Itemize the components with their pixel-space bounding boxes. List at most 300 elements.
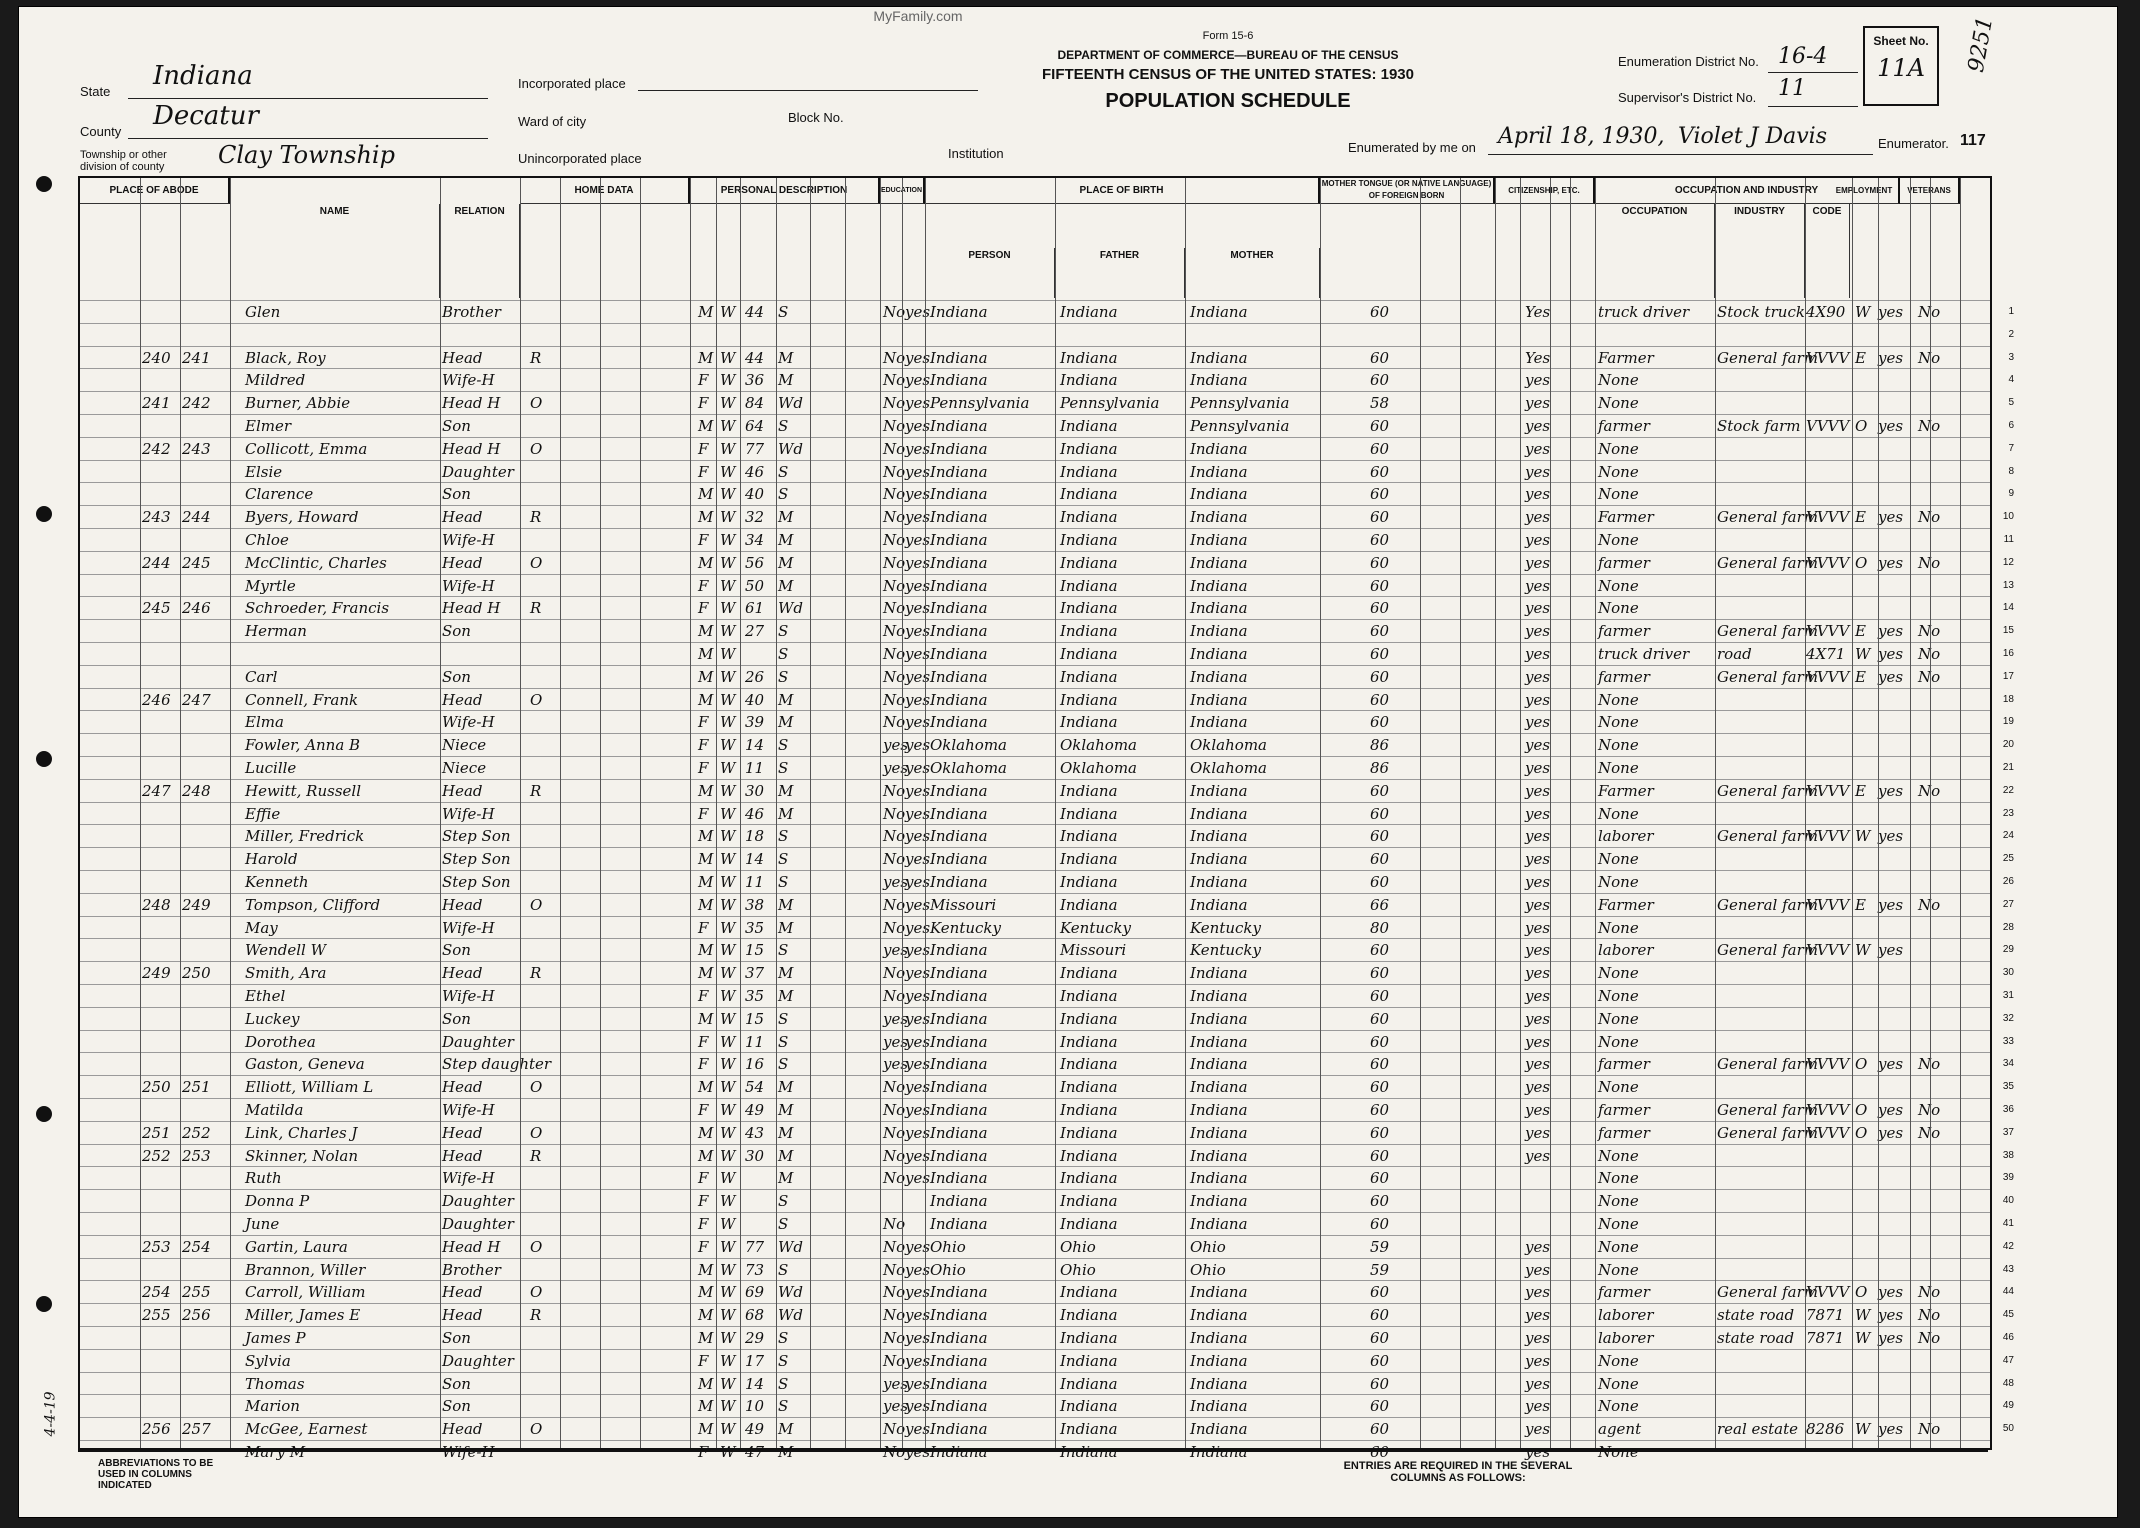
cell-race: W xyxy=(720,759,736,777)
cell-age: 47 xyxy=(745,1443,765,1461)
cell-dw xyxy=(142,666,180,688)
cell-mb: Indiana xyxy=(1190,1443,1248,1461)
column-rule xyxy=(1960,178,1961,1448)
cell-age: 46 xyxy=(745,462,765,481)
cell-code: 86 xyxy=(1370,736,1390,755)
cell-eng: yes xyxy=(1525,1123,1551,1142)
cell-code: 60 xyxy=(1370,827,1390,846)
cell-mb: Indiana xyxy=(1190,553,1248,572)
cell-oc xyxy=(1806,392,1852,414)
cell-race: W xyxy=(720,1123,736,1142)
cell-read: yes xyxy=(905,1055,931,1074)
cell-own xyxy=(530,871,560,893)
cell-fam xyxy=(182,461,227,483)
cell-own: R xyxy=(530,508,542,527)
cell-race: W xyxy=(720,1260,736,1279)
cell-own xyxy=(530,825,560,847)
cell-fam xyxy=(182,1350,227,1372)
cell-read: yes xyxy=(905,417,931,435)
cell-oc: VVVV xyxy=(1806,941,1850,960)
cell-sex: F xyxy=(698,394,709,413)
cell-read: yes xyxy=(905,713,931,732)
cell-age: 49 xyxy=(745,1101,765,1119)
col-relation: RELATION xyxy=(440,204,520,298)
cell-oc xyxy=(1806,1008,1852,1030)
column-rule xyxy=(1595,178,1596,1448)
enumerator-label: Enumerator. xyxy=(1878,136,1949,151)
cell-name: Byers, Howard xyxy=(245,508,359,527)
cell-rel: Brother xyxy=(442,303,501,321)
cell-mb: Indiana xyxy=(1190,1329,1248,1347)
cell-own: R xyxy=(530,348,542,367)
cell-bp: Indiana xyxy=(930,1283,988,1302)
cell-sex: M xyxy=(698,622,714,641)
cell-cls xyxy=(1855,1190,1877,1212)
column-rule xyxy=(776,178,777,1448)
cell-occ: None xyxy=(1598,873,1639,891)
cell-bp: Indiana xyxy=(930,690,988,709)
cell-race: W xyxy=(720,873,736,891)
cell-school: No xyxy=(883,1078,906,1097)
cell-mb: Indiana xyxy=(1190,371,1248,390)
cell-school: yes xyxy=(883,1374,909,1393)
cell-vet xyxy=(1918,392,1958,414)
cell-bp: Indiana xyxy=(930,303,988,321)
cell-code: 60 xyxy=(1370,1374,1390,1393)
column-rule xyxy=(1805,178,1806,1448)
cell-oc xyxy=(1806,461,1852,483)
cell-sex: M xyxy=(698,553,714,572)
punch-hole-icon xyxy=(36,506,52,522)
cell-eng: yes xyxy=(1525,1260,1551,1279)
cell-sex: F xyxy=(698,713,709,732)
table-row xyxy=(80,938,2014,961)
punch-hole-icon xyxy=(36,176,52,192)
line-number: 20 xyxy=(2002,739,2014,751)
cell-vet xyxy=(1918,1350,1958,1372)
cell-oc: VVVV xyxy=(1806,895,1850,914)
cell-mb: Indiana xyxy=(1190,348,1248,367)
cell-age: 36 xyxy=(745,371,765,390)
cell-age: 77 xyxy=(745,1237,765,1256)
cell-mb: Indiana xyxy=(1190,873,1248,891)
cell-bp: Indiana xyxy=(930,1215,988,1233)
cell-dw xyxy=(142,1373,180,1395)
cell-dw xyxy=(142,529,180,551)
cell-mb: Indiana xyxy=(1190,895,1248,914)
cell-vet xyxy=(1918,985,1958,1007)
cell-read: yes xyxy=(905,895,931,914)
cell-fb: Indiana xyxy=(1060,873,1118,891)
cell-bp: Indiana xyxy=(930,371,988,390)
cell-cls xyxy=(1855,575,1877,597)
table-row xyxy=(80,437,2014,460)
cell-race: W xyxy=(720,918,736,937)
cell-read: yes xyxy=(905,371,931,390)
cell-rel: Head H xyxy=(442,394,501,413)
cell-sex: F xyxy=(698,1237,709,1256)
cell-cls xyxy=(1855,1008,1877,1030)
cell-oc: VVVV xyxy=(1806,417,1850,435)
cell-fam xyxy=(182,871,227,893)
table-row xyxy=(80,1075,2014,1098)
cell-age: 69 xyxy=(745,1283,765,1302)
cell-fb: Indiana xyxy=(1060,576,1118,595)
cell-mb: Indiana xyxy=(1190,1169,1248,1188)
cell-name: Tompson, Clifford xyxy=(245,895,381,914)
cell-race: W xyxy=(720,1055,736,1074)
cell-sex: M xyxy=(698,781,714,800)
cell-sex: F xyxy=(698,804,709,823)
table-row xyxy=(80,1098,2014,1121)
cell-cls: O xyxy=(1855,1055,1868,1074)
cell-age: 11 xyxy=(745,759,765,777)
cell-ms: M xyxy=(778,1146,794,1165)
cell-ms: S xyxy=(778,645,789,663)
cell-school: No xyxy=(883,599,906,618)
cell-name: Donna P xyxy=(245,1192,310,1211)
cell-occ: None xyxy=(1598,1374,1639,1393)
cell-eng: yes xyxy=(1525,1397,1551,1416)
cell-dw xyxy=(142,985,180,1007)
cell-sex: M xyxy=(698,1123,714,1142)
cell-eng: yes xyxy=(1525,827,1551,846)
cell-dw: 246 xyxy=(142,690,171,709)
cell-fb: Indiana xyxy=(1060,439,1118,458)
cell-read: yes xyxy=(905,1420,931,1439)
cell-ms: S xyxy=(778,1009,789,1028)
cell-ms: S xyxy=(778,1215,789,1233)
enumerator-name: Violet J Davis xyxy=(1678,124,1827,149)
cell-mb: Indiana xyxy=(1190,1032,1248,1051)
cell-school: yes xyxy=(883,873,909,891)
cell-name: Mary M xyxy=(245,1443,306,1461)
cell-ms: Wd xyxy=(778,439,804,458)
cell-occ: None xyxy=(1598,964,1639,983)
cell-ind: General farm xyxy=(1717,941,1818,960)
line-number: 8 xyxy=(2008,465,2014,477)
line-number: 35 xyxy=(2002,1081,2014,1093)
cell-ms: M xyxy=(778,987,794,1005)
cell-race: W xyxy=(720,485,736,504)
cell-rel: Head xyxy=(442,1123,483,1142)
cell-oc xyxy=(1806,1076,1852,1098)
cell-fam xyxy=(182,1099,227,1121)
cell-fb: Indiana xyxy=(1060,1078,1118,1097)
cell-eng: yes xyxy=(1525,439,1551,458)
cell-emp xyxy=(1878,1259,1908,1281)
cell-bp: Indiana xyxy=(930,1306,988,1325)
cell-bp: Indiana xyxy=(930,873,988,891)
cell-dw: 256 xyxy=(142,1420,171,1439)
cell-race: W xyxy=(720,622,736,641)
cell-age: 35 xyxy=(745,987,765,1005)
cell-cls: W xyxy=(1855,1420,1871,1439)
cell-school: No xyxy=(883,827,906,846)
cell-own xyxy=(530,643,560,665)
cell-bp: Indiana xyxy=(930,599,988,618)
cell-race: W xyxy=(720,1146,736,1165)
cell-age: 29 xyxy=(745,1329,765,1347)
cell-school: No xyxy=(883,804,906,823)
supervisor-district-label: Supervisor's District No. xyxy=(1618,90,1757,105)
cell-cls: O xyxy=(1855,1123,1868,1142)
cell-sex: F xyxy=(698,1192,709,1211)
cell-ms: M xyxy=(778,895,794,914)
cell-age xyxy=(745,1167,775,1189)
cell-emp xyxy=(1878,392,1908,414)
cell-sex: F xyxy=(698,759,709,777)
cell-ind xyxy=(1717,985,1805,1007)
cell-own: O xyxy=(530,1237,543,1256)
cell-cls xyxy=(1855,962,1877,984)
cell-occ: None xyxy=(1598,804,1639,823)
cell-cls: E xyxy=(1855,622,1866,641)
cell-sex: M xyxy=(698,1009,714,1028)
cell-vet: No xyxy=(1918,667,1941,686)
cell-school: No xyxy=(883,713,906,732)
cell-vet xyxy=(1918,1213,1958,1235)
cell-emp: yes xyxy=(1878,1283,1904,1302)
cell-name: Matilda xyxy=(245,1101,304,1119)
cell-ind: General farm xyxy=(1717,1055,1818,1074)
cell-name: Effie xyxy=(245,804,281,823)
cell-own xyxy=(530,803,560,825)
cell-cls xyxy=(1855,871,1877,893)
cell-ms: M xyxy=(778,713,794,732)
watermark: MyFamily.com xyxy=(873,8,963,24)
group-abode: PLACE OF ABODE xyxy=(80,178,230,204)
cell-eng: yes xyxy=(1525,1055,1551,1074)
cell-ind xyxy=(1717,1076,1805,1098)
cell-emp xyxy=(1878,369,1908,391)
line-number: 49 xyxy=(2002,1400,2014,1412)
cell-name: Luckey xyxy=(245,1009,300,1028)
cell-fam xyxy=(182,1213,227,1235)
cell-oc xyxy=(1806,734,1852,756)
cell-mb: Indiana xyxy=(1190,781,1248,800)
line-number: 45 xyxy=(2002,1309,2014,1321)
cell-code: 60 xyxy=(1370,1055,1390,1074)
cell-cls xyxy=(1855,369,1877,391)
cell-emp xyxy=(1878,1008,1908,1030)
cell-sex: M xyxy=(698,1420,714,1439)
cell-bp: Indiana xyxy=(930,1146,988,1165)
cell-age: 11 xyxy=(745,1032,765,1051)
cell-dw xyxy=(142,369,180,391)
cell-cls: E xyxy=(1855,667,1866,686)
cell-fb: Indiana xyxy=(1060,1283,1118,1302)
column-rule xyxy=(1910,178,1911,1448)
cell-school: No xyxy=(883,1215,906,1233)
cell-code: 60 xyxy=(1370,850,1390,869)
cell-cls xyxy=(1855,438,1877,460)
cell-school: No xyxy=(883,371,906,390)
cell-bp: Indiana xyxy=(930,417,988,435)
cell-ind xyxy=(1717,438,1805,460)
cell-read: yes xyxy=(905,1101,931,1119)
line-number: 39 xyxy=(2002,1172,2014,1184)
cell-occ: farmer xyxy=(1598,1101,1650,1119)
cell-read: yes xyxy=(905,348,931,367)
cell-name: Wendell W xyxy=(245,941,326,960)
cell-mb: Pennsylvania xyxy=(1190,394,1290,413)
cell-fb: Indiana xyxy=(1060,804,1118,823)
cell-race: W xyxy=(720,941,736,960)
cell-rel: Head xyxy=(442,895,483,914)
cell-ind: General farm xyxy=(1717,1283,1818,1302)
cell-emp xyxy=(1878,757,1908,779)
cell-vet: No xyxy=(1918,781,1941,800)
cell-race: W xyxy=(720,599,736,618)
cell-name xyxy=(245,643,440,665)
cell-name: Sylvia xyxy=(245,1351,291,1370)
cell-fb: Indiana xyxy=(1060,1169,1118,1188)
cell-race: W xyxy=(720,713,736,732)
cell-read: yes xyxy=(905,1374,931,1393)
cell-eng: yes xyxy=(1525,553,1551,572)
table-row xyxy=(80,596,2014,619)
cell-age: 40 xyxy=(745,690,765,709)
table-row xyxy=(80,1394,2014,1417)
column-rule xyxy=(740,178,741,1448)
cell-eng: yes xyxy=(1525,417,1551,435)
cell-bp: Indiana xyxy=(930,827,988,846)
cell-own xyxy=(530,369,560,391)
supervisor-district-value: 11 xyxy=(1778,76,1806,101)
cell-age: 37 xyxy=(745,964,765,983)
cell-occ: Farmer xyxy=(1598,348,1654,367)
cell-ind xyxy=(1717,734,1805,756)
cell-cls xyxy=(1855,1076,1877,1098)
cell-mb: Indiana xyxy=(1190,850,1248,869)
cell-dw: 247 xyxy=(142,781,171,800)
cell-emp: yes xyxy=(1878,667,1904,686)
cell-school: No xyxy=(883,1329,906,1347)
cell-eng: yes xyxy=(1525,371,1551,390)
cell-fb: Indiana xyxy=(1060,827,1118,846)
cell-ms: M xyxy=(778,1101,794,1119)
line-number: 27 xyxy=(2002,898,2014,910)
cell-occ: agent xyxy=(1598,1420,1642,1439)
cell-ind xyxy=(1717,1145,1805,1167)
cell-sex: F xyxy=(698,1032,709,1051)
cell-ind: state road xyxy=(1717,1329,1795,1347)
cell-bp: Indiana xyxy=(930,1032,988,1051)
cell-sex: F xyxy=(698,1101,709,1119)
state-label: State xyxy=(80,84,111,99)
cell-mb: Ohio xyxy=(1190,1260,1226,1279)
cell-vet xyxy=(1918,917,1958,939)
cell-occ: None xyxy=(1598,1397,1639,1416)
cell-occ: laborer xyxy=(1598,941,1654,960)
margin-note: 4-4-19 xyxy=(42,1391,59,1437)
cell-eng: yes xyxy=(1525,667,1551,686)
cell-fam xyxy=(182,1190,227,1212)
cell-vet xyxy=(1918,1167,1958,1189)
line-number: 6 xyxy=(2008,420,2014,431)
cell-ms: S xyxy=(778,827,789,846)
cell-school: No xyxy=(883,485,906,504)
cell-eng: yes xyxy=(1525,1237,1551,1256)
cell-school: No xyxy=(883,667,906,686)
cell-own xyxy=(530,734,560,756)
cell-school: No xyxy=(883,553,906,572)
cell-sex: F xyxy=(698,531,709,549)
cell-read: yes xyxy=(905,1306,931,1325)
cell-age xyxy=(745,1213,775,1235)
line-number: 18 xyxy=(2002,693,2014,705)
cell-vet xyxy=(1918,962,1958,984)
cell-dw: 248 xyxy=(142,895,171,914)
cell-vet xyxy=(1918,939,1958,961)
cell-rel: Wife-H xyxy=(442,371,495,390)
cell-code: 60 xyxy=(1370,531,1390,549)
col-name: NAME xyxy=(230,204,440,298)
cell-eng: yes xyxy=(1525,850,1551,869)
cell-sex: M xyxy=(698,303,714,321)
cell-oc xyxy=(1806,529,1852,551)
form-number: Form 15-6 xyxy=(1202,30,1254,42)
cell-oc xyxy=(1806,438,1852,460)
cell-occ: None xyxy=(1598,485,1639,504)
cell-code: 58 xyxy=(1370,394,1390,413)
cell-race: W xyxy=(720,531,736,549)
table-row xyxy=(80,505,2014,528)
corner-mark: 9251 xyxy=(1963,14,1999,75)
table-row xyxy=(80,1007,2014,1030)
cell-fb: Indiana xyxy=(1060,667,1118,686)
table-row xyxy=(80,1212,2014,1235)
cell-rel: Daughter xyxy=(442,462,514,481)
column-rule xyxy=(690,178,691,1448)
cell-dw: 252 xyxy=(142,1146,171,1165)
cell-read: yes xyxy=(905,667,931,686)
cell-ind xyxy=(1717,483,1805,505)
cell-rel: Wife-H xyxy=(442,531,495,549)
cell-sex: M xyxy=(698,850,714,869)
cell-ms: S xyxy=(778,736,789,755)
cell-mb: Ohio xyxy=(1190,1237,1226,1256)
cell-eng: yes xyxy=(1525,645,1551,663)
cell-ms: S xyxy=(778,667,789,686)
cell-cls: O xyxy=(1855,417,1868,435)
column-rule xyxy=(1420,178,1421,1448)
cell-code: 60 xyxy=(1370,622,1390,641)
cell-oc xyxy=(1806,483,1852,505)
punch-hole-icon xyxy=(36,751,52,767)
cell-oc xyxy=(1806,1236,1852,1258)
cell-oc xyxy=(1806,369,1852,391)
table-row xyxy=(80,1280,2014,1303)
table-row xyxy=(80,574,2014,597)
cell-fb xyxy=(1060,324,1185,346)
cell-code: 60 xyxy=(1370,371,1390,390)
cell-read: yes xyxy=(905,462,931,481)
cell-rel: Son xyxy=(442,1374,471,1393)
cell-cls xyxy=(1855,461,1877,483)
cell-name: Glen xyxy=(245,303,281,321)
cell-fam: 248 xyxy=(182,781,211,800)
line-number: 41 xyxy=(2002,1218,2014,1229)
cell-emp: yes xyxy=(1878,1329,1904,1347)
cell-occ: None xyxy=(1598,576,1639,595)
table-row xyxy=(80,1372,2014,1395)
line-number: 26 xyxy=(2002,876,2014,887)
cell-ind xyxy=(1717,1236,1805,1258)
cell-name: Miller, James E xyxy=(245,1306,361,1325)
cell-vet: No xyxy=(1918,622,1941,641)
